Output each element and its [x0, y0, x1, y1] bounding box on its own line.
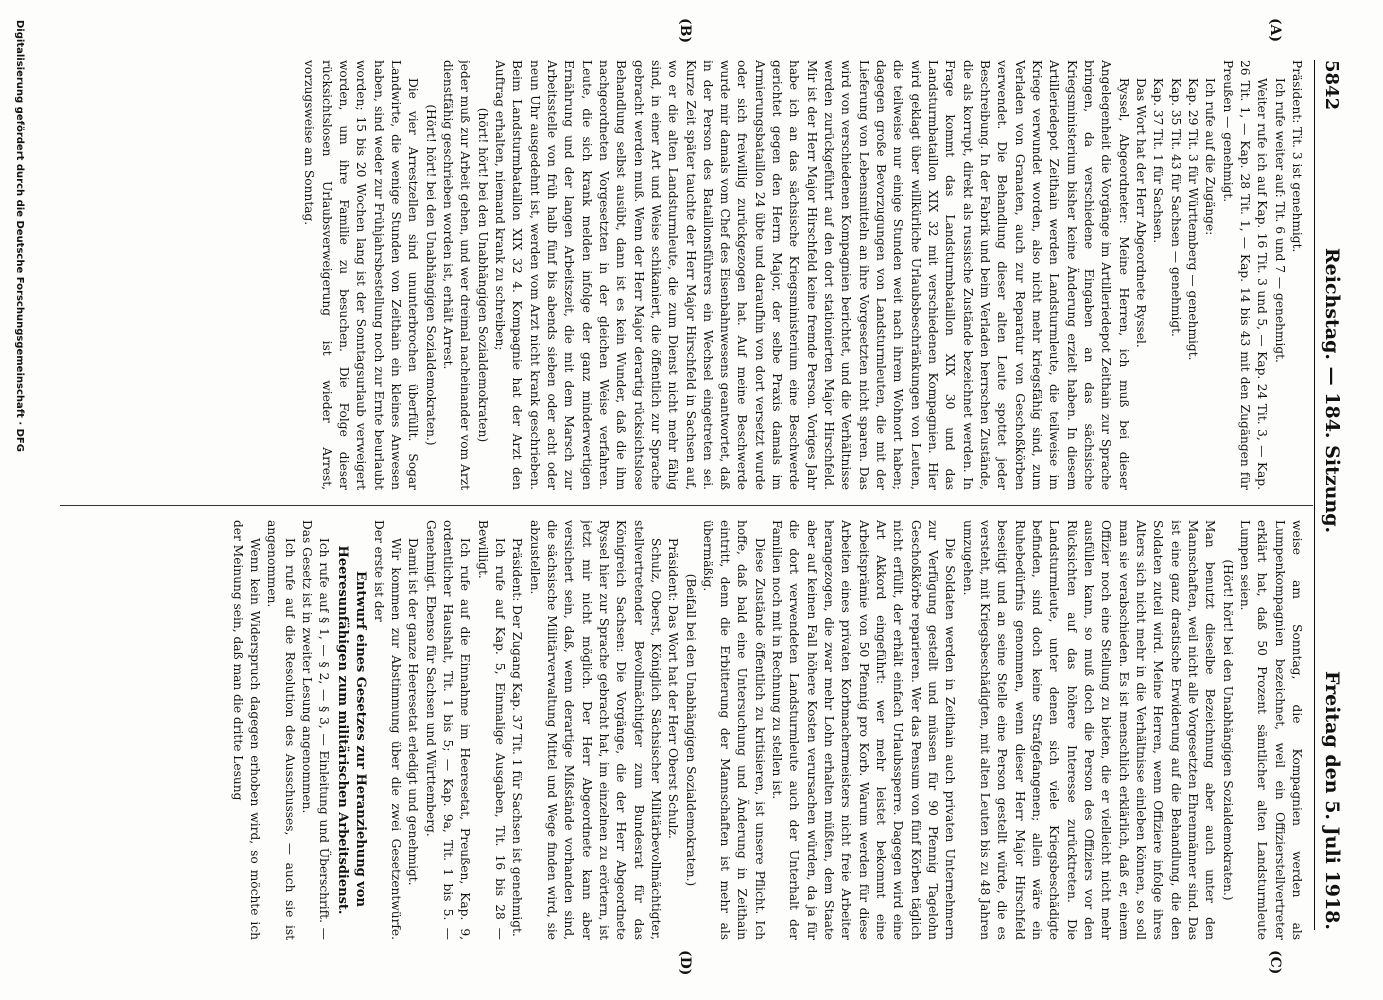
page-date: Freitag den 5. Juli 1918.	[1321, 670, 1343, 930]
paragraph: Ich rufe auf Kap. 5, Einmalige Ausgaben, Tit. 16 bis 28 — Bewilligt.	[475, 520, 507, 940]
paragraph: Präsident: Das Wort hat der Herr Oberst Schulz.	[666, 538, 681, 839]
paragraph: Das Wort hat der Herr Abgeordnete Ryssel.	[1134, 78, 1149, 348]
paragraph: Präsident: Der Zugang Kap. 37 Tit. 1 für Sachsen ist genehmigt.	[510, 538, 525, 937]
paragraph: Schulz, Oberst, Königlich Sächsischer Militärbevollmächtigter, stellvertretender Bevollmächtigter zum Bundesrat für das Königreich Sachsen: Die Vorgänge, die der Herr Abgeordnete Ryssel hier zur Sprache gebracht hat, im einzelnen zu erörtern, ist jetzt mir nicht möglich. Der Herr Abgeordnete kann aber versichert sein, daß, wenn derartige Mißstände vorhanden sind, die sächsische Militärverwaltung Mittel und Wege finden wird, sie abzustellen.	[527, 520, 663, 940]
paragraph: Ich rufe auf § 1, — § 2, — § 3, — Einleitung und Überschrift. — Das Gesetz ist in zweiter Lesung angenommen.	[300, 520, 332, 940]
digitization-credit: Digitalisierung gefördert durch die Deutsche Forschungsgemeinschaft · DFG	[14, 20, 25, 452]
paragraph: Ich rufe auf die Zugänge:	[1203, 78, 1218, 236]
right-column	[60, 520, 1305, 940]
paragraph: Kap. 29 Tit. 3 für Württemberg — genehmigt.	[1186, 78, 1201, 361]
paragraph: Wir kommen zur Abstimmung über die zwei Gesetzentwürfe. Der erste ist der	[371, 520, 403, 940]
paragraph: Präsident: Tit. 3 ist genehmigt.	[1290, 60, 1304, 253]
paragraph: Ryssel, Abgeordneter: Meine Herren, ich muß bei dieser Angelegenheit die Vorgänge im Artilleriedepot Zeithain zur Sprache bringen, da verschiedene Eingaben an das sächsische Kriegsministerium bisher keine Änderung erzielt haben. In diesem Artilleriedepot Zeithain werden Landsturmleute, die teilweise im Kriege verwundet worden, also nicht mehr kriegsfähig sind, zum Verladen von Granaten, auch zur Reparatur von Geschoßkörben verwendet. Die Behandlung dieser alten Leute spottet jeder Beschreibung. In der Fabrik und beim Verladen herrschen Zustände, die als korrupt, direkt als russische Zustände bezeichnet werden. In Frage kommt das Landsturmbataillon XIX 30 und das Landsturmbataillon XIX 32 mit verschiedenen Kompagnien. Hier wird geklagt über willkürliche Urlaubsbeschränkungen von Leuten, die teilweise nur einige Stunden weit nach ihrem Wohnort haben; dagegen große Bevorzugungen von Landsturmleuten, die mit der Lieferung von Lebensmitteln an ihre Vorgesetzten nicht sparen. Das wird von verschiedenen Kompagnien berichtet, und die Verhältnisse werden zurückgeführt auf den dort stationierten Major Hirschfeld. Mir ist der Herr Major Hirschfeld keine fremde Person. Voriges Jahr habe ich an das sächsische Kriegsministerium eine Beschwerde gerichtet gegen den Herrn Major, der selbe Praxis damals im Armierungsbataillon 24 übte und daraufhin von dort versetzt wurde oder sich freiwillig zurückgezogen hat. Auf meine Beschwerde wurde mir damals vom Chef des Eisenbahnwesens geantwortet, daß in der Person des Bataillonsführers ein Wechsel eingetreten sei. Kurze Zeit später tauchte der Herr Major Hirschfeld in Sachsen auf, wo er die alten Landsturmleute, die zum Dienst nicht mehr fähig sind, in einer Art und Weise schikaniert, die öffentlich zur Sprache gebracht werden muß. Wenn der Herr Major derartig rücksichtslose Behandlung selbst ausübt, dann ist es kein Wunder, daß die ihm nachgeordneten Vorgesetzten in der gleichen Weise verfahren. Leute, die sich krank melden infolge der ganz minderwertigen Ernährung und der langen Arbeitszeit, die mit dem Marsch zur Arbeitsstelle von früh halb fünf bis abends sieben oder acht oder neun Uhr ausgedehnt ist, werden vom Arzt nicht krank geschrieben. Beim Landsturmbataillon XIX 32 4. Kompagnie hat der Arzt den Auftrag erhalten, niemand krank zu schreiben;	[492, 60, 1131, 490]
interjection: (hört! hört! bei den Unabhängigen Sozialdemokraten)	[475, 107, 490, 443]
page-title: Reichstag. — 184. Sitzung.	[1321, 247, 1343, 534]
paragraph: jeder muß zur Arbeit gehen, und wer dreimal nacheinander vom Arzt dienstfähig geschrieben worden ist, erhält Arrest.	[440, 60, 473, 490]
interjection: (Hört! hört! bei den Unabhängigen Sozialdemokraten.)	[1220, 559, 1235, 901]
left-column	[60, 60, 1305, 490]
paragraph: Ich rufe auf die Resolution des Ausschusses, — auch sie ist angenommen.	[265, 520, 297, 940]
paragraph: Ich rufe auf die Einnahme im Heeresetat, Preußen, Kap. 9, ordentlicher Haushalt, Tit. 1 bis 5; — Kap. 9a, Tit. 1 bis 5. — Genehmigt. Ebenso für Sachsen und Württemberg.	[423, 520, 473, 940]
interjection: (Hört! hört! bei den Unabhängigen Sozialdemokraten.)	[423, 104, 438, 446]
paragraph: Die vier Arrestzellen sind ununterbrochen überfüllt. Sogar Landwirte, die wenige Stunden von Zeithain ein kleines Anwesen haben, sind weder zur Frühjahrsbestellung noch zur Ernte beurlaubt worden; 15 bis 20 Wochen lang ist der Sonntagsurlaub verweigert worden, um ihre Familie zu besuchen. Die Folge dieser rücksichtslosen Urlaubsverweigerung ist wieder Arrest, vorzugsweise am Sonntag.	[302, 60, 421, 490]
margin-mark-a: (A)	[1267, 18, 1283, 43]
paragraph: Diese Zustände öffentlich zu kritisieren, ist unsere Pflicht. Ich hoffe, daß bald eine Untersuchung und Änderung in Zeithain eintritt, denn die Erbitterung der Mannschaften ist mehr als übermäßig.	[700, 520, 767, 940]
margin-mark-c: (C)	[1267, 950, 1283, 975]
interjection: (Beifall bei den Unabhängigen Sozialdemokraten.)	[683, 573, 698, 887]
paragraph: Damit ist der ganze Heeresetat erledigt und genehmigt.	[406, 538, 421, 886]
column-divider	[60, 505, 1313, 506]
paragraph: Kap. 37 Tit. 1 für Sachsen.	[1151, 78, 1166, 244]
paragraph: Die Soldaten werden in Zeithain auch privaten Unternehmern zur Verfügung gestellt und müssen für 90 Pfennig Tagelohn Geschoßkörbe reparieren. Wer das Pensum von fünf Körben täglich nicht erfüllt, der erhält einfach Urlaubssperre. Dagegen wird eine Art Akkord eingeführt: wer mehr leistet bekommt eine Arbeitsprämie von 50 Pfennig pro Korb. Warum werden für diese Arbeiten eines privaten Korbmachermeisters nicht freie Arbeiter herangezogen, die zwar mehr Lohn erhalten müßten, dem Staate aber auf keinen Fall höhere Kosten verursachen würden, da ja für die dort verwendeten Landsturmleute auch der Unterhalt der Familien noch mit in Rechnung zu stellen ist.	[770, 520, 958, 940]
bill-title: Entwurf eines Gesetzes zur Heranziehung von Heeresunfähigen zum militärischen Arbeitsdienst.	[334, 545, 369, 915]
paragraph: Ich rufe weiter auf: Tit. 6 und 7 — genehmigt.	[1272, 78, 1287, 363]
page-number: 5842	[1321, 60, 1342, 111]
margin-mark-d: (D)	[677, 950, 693, 976]
paragraph: Weiter rufe ich auf Kap. 16 Tit. 3 und 5, — Kap. 24 Tit. 3, — Kap. 26 Tit. 1, — Kap. 28 Tit. 1, — Kap. 14 bis 43 mit den Zugängen für Preußen — genehmigt.	[1220, 60, 1270, 490]
paragraph: Kap. 35 Tit. 43 für Sachsen — genehmigt.	[1168, 78, 1183, 337]
margin-mark-b: (B)	[677, 18, 693, 44]
page-header	[1314, 60, 1343, 930]
paragraph: weise am Sonntag, die Kompagnien werden als Lumpenkompagnien bezeichnet, weil ein Offizierstellvertreter erklärt hat, daß 50 Prozent sämtlicher alten Landsturmleute Lumpen seien.	[1238, 520, 1304, 940]
paragraph: Man benutzt dieselbe Bezeichnung aber auch unter den Mannschaften, weil nicht alle Vorgesetzten Ehrenmänner sind. Das ist eine ganz drastische Erwiderung auf die Behandlung, die den Soldaten zuteil wird. Meine Herren, wenn Offiziere infolge ihres Alters sich nicht mehr in die Verhältnisse einleben können, so soll man sie verabschieden. Es ist menschlich erklärlich, daß er, einem Offizier noch eine Stellung zu bieten, die er vielleicht nicht mehr ausfüllen kann, so muß doch die Person des Offiziers vor den Rücksichten auf das höhere Interesse zurücktreten. Die Landsturmleute, unter denen sich viele Kriegsbeschädigte befinden, sind doch keine Strafgefangenen; allein wäre ein Ruhebedürfnis genommen, wenn dieser Herr Major Hirschfeld beseitigt und an seine Stelle eine Person gestellt würde, die es versteht, mit Kriegsbeschädigten, mit alten Leuten bis zu 48 Jahren umzugehen.	[960, 520, 1218, 940]
paragraph: Wenn kein Widerspruch dagegen erhoben wird, so möchte ich der Meinung sein, daß man die dritte Lesung	[230, 520, 263, 940]
